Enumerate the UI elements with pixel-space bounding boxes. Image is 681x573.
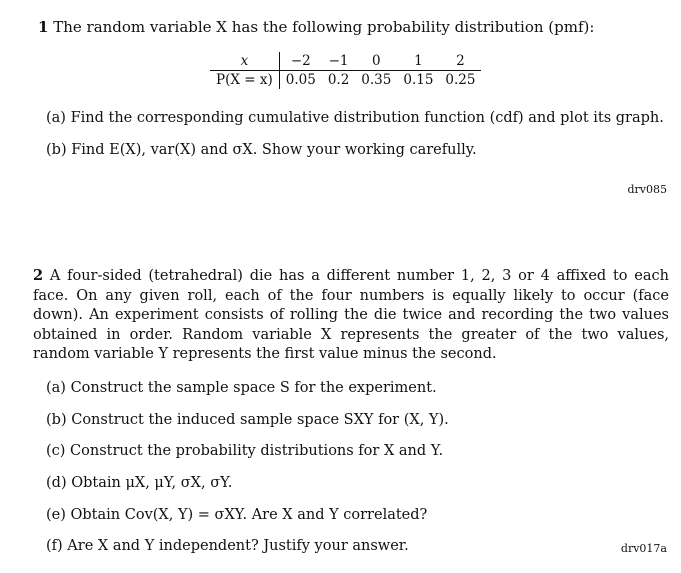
pmf-p-value: 0.25 [439, 71, 481, 90]
part-label: (a) [46, 110, 66, 126]
problem2-part-a [46, 380, 437, 396]
pmf-p-value: 0.05 [279, 71, 322, 90]
part-label: (a) [46, 380, 66, 396]
pmf-x-value: −1 [328, 53, 349, 69]
problem2-part-d [46, 475, 232, 491]
part-label: (f) [46, 538, 63, 554]
pmf-p-value: 0.15 [397, 71, 439, 90]
pmf-p-value: 0.2 [322, 71, 355, 90]
problem1-intro: The random variable X has the following probability distribution (pmf): [53, 18, 595, 36]
problem2-part-c [46, 443, 443, 459]
part-text: Construct the sample space S for the experiment. [70, 380, 437, 396]
pmf-x-value: −2 [290, 53, 311, 69]
problem2-text-block [33, 266, 669, 365]
problem1-tag: drv085 [627, 183, 667, 196]
pmf-table [210, 52, 481, 89]
pmf-x-value: 2 [456, 53, 465, 69]
pmf-row-p [210, 71, 481, 90]
pmf-x-value: 1 [414, 53, 423, 69]
part-label: (b) [46, 412, 67, 428]
problem2-part-b [46, 412, 449, 428]
pmf-row-x-label: x [210, 52, 279, 71]
pmf-p-value: 0.35 [355, 71, 397, 90]
problem2-text: A four-sided (tetrahedral) die has a different number 1, 2, 3 or 4 affixed to each face. On any given roll, each of the four numbers is equally likely to occur (face down). An experiment consists of rolling the die twice and recording the two values obtained in order. Random variable X represents the greater of the two values, random variable Y represents the first value minus the second. [33, 268, 669, 362]
problem1-number: 1 [38, 18, 49, 36]
part-text: Are X and Y independent? Justify your answer. [67, 538, 409, 554]
problem1-part-a [46, 110, 664, 126]
part-text: Find the corresponding cumulative distribution function (cdf) and plot its graph. [70, 110, 664, 126]
part-label: (c) [46, 443, 66, 459]
problem2-tag: drv017a [620, 542, 667, 555]
problem1-part-b [46, 142, 477, 158]
part-label: (b) [46, 142, 67, 158]
pmf-x-value: 0 [372, 53, 381, 69]
pmf-row-x [210, 52, 481, 71]
part-text: Obtain Cov(X, Y) = σXY. Are X and Y correlated? [70, 507, 428, 523]
problem2-number: 2 [33, 267, 44, 284]
part-text: Construct the induced sample space SXY for (X, Y). [71, 412, 449, 428]
part-label: (d) [46, 475, 67, 491]
problem2-part-e [46, 507, 427, 523]
part-text: Construct the probability distributions for X and Y. [70, 443, 444, 459]
part-label: (e) [46, 507, 66, 523]
problem1-heading [38, 18, 594, 36]
part-text: Find E(X), var(X) and σX. Show your working carefully. [71, 142, 477, 158]
part-text: Obtain μX, μY, σX, σY. [71, 475, 233, 491]
pmf-row-p-label: P(X = x) [210, 71, 279, 90]
problem2-part-f [46, 538, 409, 554]
